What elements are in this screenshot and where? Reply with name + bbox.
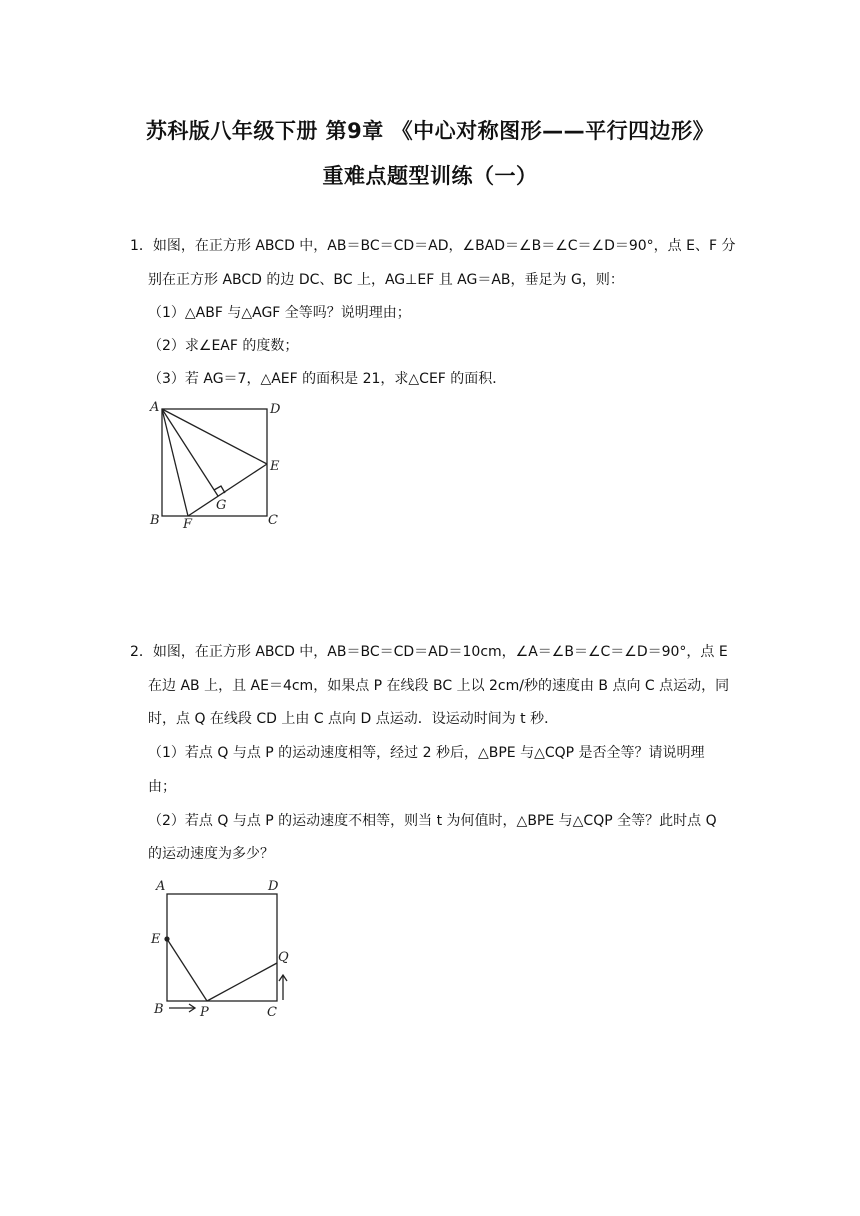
q1-segment-ef: [188, 464, 267, 516]
q2-label-a: A: [156, 879, 166, 894]
q2-point-e: [164, 936, 169, 941]
q1-part-1: （1）△ABF 与△AGF 全等吗？说明理由；: [148, 305, 411, 321]
q2-label-e: E: [151, 932, 161, 947]
q2-segment-ep: [167, 939, 207, 1001]
q2-text-line-1: 2．如图，在正方形 ABCD 中，AB＝BC＝CD＝AD＝10cm，∠A＝∠B＝∠C＝∠D＝90°，点 E: [130, 644, 728, 660]
q2-label-c: C: [267, 1005, 277, 1020]
q1-square: [162, 409, 267, 516]
document-title: 苏科版八年级下册 第9章 《中心对称图形——平行四边形》: [145, 119, 715, 143]
q2-part-1: （1）若点 Q 与点 P 的运动速度相等，经过 2 秒后，△BPE 与△CQP 是否全等？请说明理: [148, 745, 705, 761]
q1-segment-ae: [162, 409, 267, 464]
q1-label-g: G: [216, 498, 227, 513]
q1-label-f: F: [183, 517, 193, 532]
q2-part-2: （2）若点 Q 与点 P 的运动速度不相等，则当 t 为何值时，△BPE 与△CQP 全等？此时点 Q: [148, 813, 717, 829]
q1-label-d: D: [270, 402, 281, 417]
q1-figure: [140, 395, 300, 535]
q1-text-line-1: 1．如图，在正方形 ABCD 中，AB＝BC＝CD＝AD，∠BAD＝∠B＝∠C＝∠D＝90°，点 E、F 分: [130, 238, 736, 254]
q1-label-e: E: [270, 459, 280, 474]
q2-figure: [145, 875, 305, 1025]
q2-label-d: D: [268, 879, 279, 894]
q2-square: [167, 894, 277, 1001]
q2-part-2-cont: 的运动速度为多少？: [148, 846, 274, 862]
q2-label-q: Q: [278, 950, 289, 965]
q2-text-line-2: 在边 AB 上，且 AE＝4cm，如果点 P 在线段 BC 上以 2cm/秒的速度由 B 点向 C 点运动，同: [148, 678, 730, 694]
q1-label-b: B: [150, 513, 160, 528]
q1-label-c: C: [268, 513, 278, 528]
q2-segment-pq: [207, 963, 277, 1001]
q1-segment-af: [162, 409, 188, 516]
q1-part-2: （2）求∠EAF 的度数；: [148, 338, 299, 354]
q2-part-1-cont: 由；: [148, 779, 176, 795]
q2-label-b: B: [154, 1002, 164, 1017]
q1-text-line-2: 别在正方形 ABCD 的边 DC、BC 上，AG⊥EF 且 AG＝AB，垂足为 G，则：: [148, 272, 624, 288]
q2-text-line-3: 时，点 Q 在线段 CD 上由 C 点向 D 点运动．设运动时间为 t 秒．: [148, 711, 559, 727]
q1-segment-ag: [162, 409, 218, 496]
q1-label-a: A: [150, 400, 160, 415]
document-subtitle: 重难点题型训练（一）: [322, 164, 538, 188]
q2-label-p: P: [200, 1005, 209, 1020]
q1-part-3: （3）若 AG＝7，△AEF 的面积是 21，求△CEF 的面积．: [148, 371, 507, 387]
